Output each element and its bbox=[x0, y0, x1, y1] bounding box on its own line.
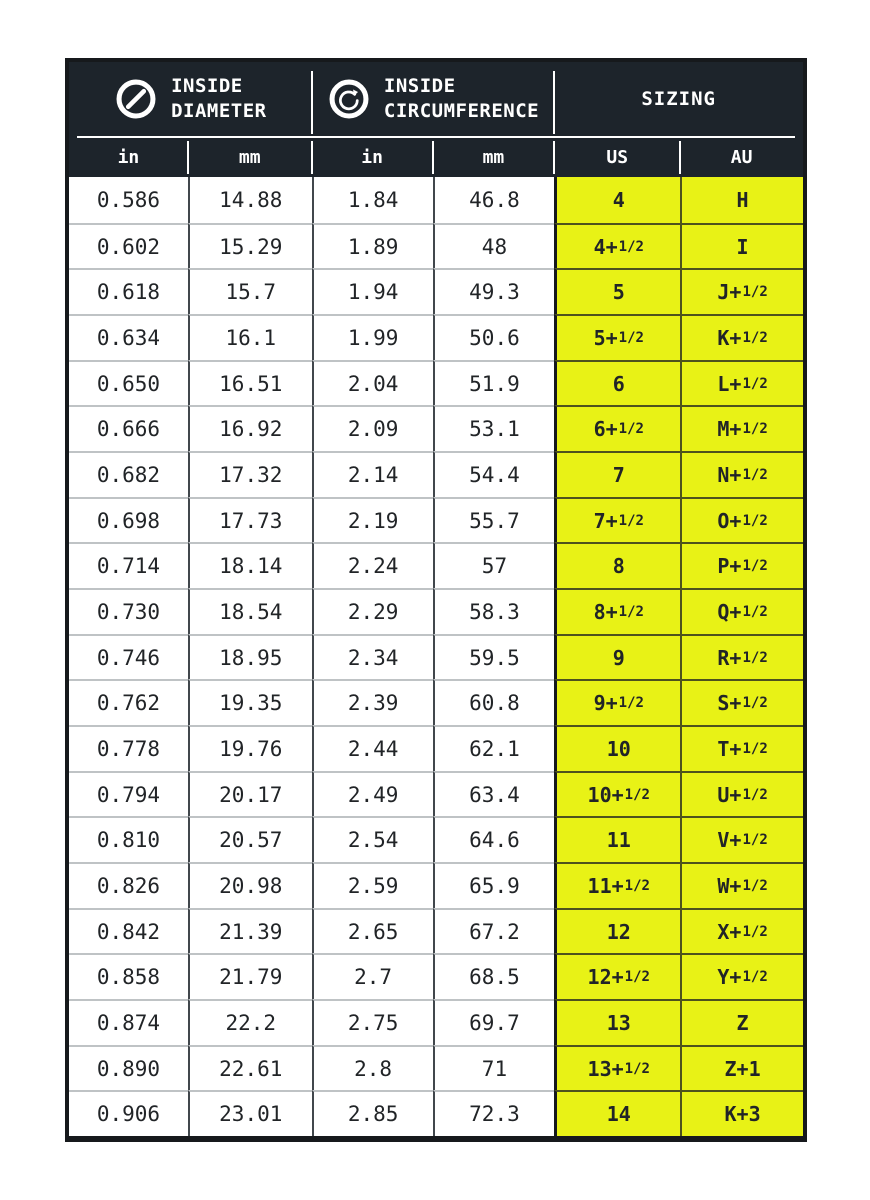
cell-us-size: 5+ 1/2 bbox=[554, 314, 680, 360]
cell-circumference-in: 2.8 bbox=[312, 1045, 433, 1091]
cell-diameter-in: 0.586 bbox=[69, 177, 188, 223]
half-fraction: 1/2 bbox=[742, 558, 768, 575]
cell-au-size: M+ 1/2 bbox=[680, 405, 803, 451]
cell-us-size: 4 bbox=[554, 177, 680, 223]
cell-diameter-mm: 16.92 bbox=[188, 405, 312, 451]
cell-circumference-mm: 62.1 bbox=[433, 725, 555, 771]
cell-circumference-mm: 65.9 bbox=[433, 862, 555, 908]
cell-diameter-mm: 16.1 bbox=[188, 314, 312, 360]
column-header-us-size: US bbox=[554, 138, 680, 177]
column-header-diameter-mm: mm bbox=[188, 138, 312, 177]
cell-diameter-in: 0.634 bbox=[69, 314, 188, 360]
cell-diameter-in: 0.778 bbox=[69, 725, 188, 771]
header-line: DIAMETER bbox=[171, 100, 267, 122]
cell-circumference-mm: 49.3 bbox=[433, 268, 555, 314]
table-row bbox=[69, 1045, 803, 1091]
cell-circumference-mm: 50.6 bbox=[433, 314, 555, 360]
cell-circumference-in: 2.29 bbox=[312, 588, 433, 634]
table-row bbox=[69, 634, 803, 680]
cell-au-size: K+ 1/2 bbox=[680, 314, 803, 360]
cell-circumference-in: 1.94 bbox=[312, 268, 433, 314]
cell-au-size: V+ 1/2 bbox=[680, 816, 803, 862]
cell-circumference-mm: 48 bbox=[433, 223, 555, 269]
cell-circumference-in: 2.54 bbox=[312, 816, 433, 862]
table-header bbox=[69, 62, 803, 177]
cell-diameter-mm: 18.95 bbox=[188, 634, 312, 680]
cell-circumference-mm: 68.5 bbox=[433, 953, 555, 999]
header-group-label bbox=[384, 74, 539, 123]
half-fraction: 1/2 bbox=[742, 284, 768, 301]
cell-circumference-mm: 67.2 bbox=[433, 908, 555, 954]
cell-diameter-mm: 20.98 bbox=[188, 862, 312, 908]
cell-circumference-mm: 46.8 bbox=[433, 177, 555, 223]
table-row bbox=[69, 268, 803, 314]
table-row bbox=[69, 1090, 803, 1136]
cell-circumference-in: 2.09 bbox=[312, 405, 433, 451]
cell-circumference-in: 2.49 bbox=[312, 771, 433, 817]
cell-circumference-mm: 58.3 bbox=[433, 588, 555, 634]
cell-diameter-mm: 15.29 bbox=[188, 223, 312, 269]
table-row bbox=[69, 588, 803, 634]
half-fraction: 1/2 bbox=[742, 969, 768, 986]
column-header-circumference-in: in bbox=[312, 138, 433, 177]
cell-au-size: S+ 1/2 bbox=[680, 679, 803, 725]
cell-us-size: 12+ 1/2 bbox=[554, 953, 680, 999]
cell-diameter-in: 0.826 bbox=[69, 862, 188, 908]
table-row bbox=[69, 405, 803, 451]
half-fraction: 1/2 bbox=[742, 877, 768, 894]
ring-size-chart bbox=[65, 58, 807, 1142]
half-fraction: 1/2 bbox=[742, 923, 768, 940]
cell-circumference-mm: 64.6 bbox=[433, 816, 555, 862]
cell-circumference-mm: 51.9 bbox=[433, 360, 555, 406]
cell-diameter-in: 0.890 bbox=[69, 1045, 188, 1091]
cell-us-size: 7+ 1/2 bbox=[554, 497, 680, 543]
table-row bbox=[69, 223, 803, 269]
cell-diameter-mm: 17.73 bbox=[188, 497, 312, 543]
cell-us-size: 5 bbox=[554, 268, 680, 314]
cell-au-size: Z bbox=[680, 999, 803, 1045]
table-row bbox=[69, 542, 803, 588]
table-row bbox=[69, 679, 803, 725]
cell-au-size: K+3 bbox=[680, 1090, 803, 1136]
cell-circumference-in: 2.19 bbox=[312, 497, 433, 543]
half-fraction: 1/2 bbox=[618, 421, 644, 438]
cell-circumference-in: 2.34 bbox=[312, 634, 433, 680]
half-fraction: 1/2 bbox=[742, 695, 768, 712]
cell-circumference-in: 2.24 bbox=[312, 542, 433, 588]
cell-diameter-in: 0.842 bbox=[69, 908, 188, 954]
cell-us-size: 11+ 1/2 bbox=[554, 862, 680, 908]
cell-diameter-mm: 22.2 bbox=[188, 999, 312, 1045]
cell-au-size: R+ 1/2 bbox=[680, 634, 803, 680]
cell-au-size: Z+1 bbox=[680, 1045, 803, 1091]
cell-diameter-mm: 21.39 bbox=[188, 908, 312, 954]
table-body bbox=[69, 177, 803, 1136]
cell-us-size: 10+ 1/2 bbox=[554, 771, 680, 817]
cell-au-size: T+ 1/2 bbox=[680, 725, 803, 771]
table-row bbox=[69, 862, 803, 908]
cell-circumference-mm: 57 bbox=[433, 542, 555, 588]
cell-diameter-in: 0.858 bbox=[69, 953, 188, 999]
header-line: INSIDE bbox=[171, 75, 243, 98]
half-fraction: 1/2 bbox=[624, 1060, 650, 1077]
cell-diameter-in: 0.746 bbox=[69, 634, 188, 680]
cell-diameter-in: 0.618 bbox=[69, 268, 188, 314]
cell-diameter-in: 0.682 bbox=[69, 451, 188, 497]
header-group-inside-circumference bbox=[312, 62, 555, 136]
cell-us-size: 9+ 1/2 bbox=[554, 679, 680, 725]
cell-diameter-in: 0.698 bbox=[69, 497, 188, 543]
diameter-icon bbox=[114, 77, 158, 121]
cell-diameter-mm: 23.01 bbox=[188, 1090, 312, 1136]
cell-circumference-mm: 55.7 bbox=[433, 497, 555, 543]
cell-us-size: 8+ 1/2 bbox=[554, 588, 680, 634]
cell-circumference-in: 1.89 bbox=[312, 223, 433, 269]
cell-us-size: 4+ 1/2 bbox=[554, 223, 680, 269]
column-header-circumference-mm: mm bbox=[433, 138, 555, 177]
table-row bbox=[69, 497, 803, 543]
half-fraction: 1/2 bbox=[624, 969, 650, 986]
cell-us-size: 14 bbox=[554, 1090, 680, 1136]
cell-diameter-in: 0.794 bbox=[69, 771, 188, 817]
half-fraction: 1/2 bbox=[742, 375, 768, 392]
cell-diameter-in: 0.874 bbox=[69, 999, 188, 1045]
cell-us-size: 9 bbox=[554, 634, 680, 680]
cell-circumference-in: 2.65 bbox=[312, 908, 433, 954]
table-row bbox=[69, 725, 803, 771]
cell-diameter-in: 0.906 bbox=[69, 1090, 188, 1136]
table-row bbox=[69, 999, 803, 1045]
half-fraction: 1/2 bbox=[742, 786, 768, 803]
cell-us-size: 11 bbox=[554, 816, 680, 862]
cell-circumference-mm: 71 bbox=[433, 1045, 555, 1091]
table-row bbox=[69, 451, 803, 497]
cell-diameter-in: 0.602 bbox=[69, 223, 188, 269]
cell-diameter-in: 0.714 bbox=[69, 542, 188, 588]
cell-circumference-in: 1.84 bbox=[312, 177, 433, 223]
cell-us-size: 7 bbox=[554, 451, 680, 497]
cell-us-size: 12 bbox=[554, 908, 680, 954]
cell-circumference-mm: 69.7 bbox=[433, 999, 555, 1045]
half-fraction: 1/2 bbox=[742, 740, 768, 757]
cell-diameter-mm: 20.17 bbox=[188, 771, 312, 817]
cell-diameter-mm: 19.35 bbox=[188, 679, 312, 725]
cell-au-size: J+ 1/2 bbox=[680, 268, 803, 314]
cell-diameter-mm: 21.79 bbox=[188, 953, 312, 999]
half-fraction: 1/2 bbox=[742, 603, 768, 620]
cell-au-size: Y+ 1/2 bbox=[680, 953, 803, 999]
column-header-au-size: AU bbox=[680, 138, 803, 177]
cell-circumference-in: 2.44 bbox=[312, 725, 433, 771]
cell-au-size: I bbox=[680, 223, 803, 269]
header-group-inside-diameter bbox=[69, 62, 312, 136]
header-line: CIRCUMFERENCE bbox=[383, 100, 540, 122]
cell-diameter-in: 0.730 bbox=[69, 588, 188, 634]
cell-diameter-mm: 19.76 bbox=[188, 725, 312, 771]
cell-diameter-in: 0.650 bbox=[69, 360, 188, 406]
cell-circumference-in: 2.85 bbox=[312, 1090, 433, 1136]
half-fraction: 1/2 bbox=[742, 329, 768, 346]
header-group-sizing bbox=[554, 62, 803, 136]
table-row bbox=[69, 953, 803, 999]
cell-au-size: Q+ 1/2 bbox=[680, 588, 803, 634]
half-fraction: 1/2 bbox=[618, 329, 644, 346]
cell-circumference-in: 2.59 bbox=[312, 862, 433, 908]
half-fraction: 1/2 bbox=[742, 466, 768, 483]
cell-diameter-mm: 18.14 bbox=[188, 542, 312, 588]
cell-us-size: 6 bbox=[554, 360, 680, 406]
cell-au-size: N+ 1/2 bbox=[680, 451, 803, 497]
half-fraction: 1/2 bbox=[618, 512, 644, 529]
cell-diameter-in: 0.762 bbox=[69, 679, 188, 725]
half-fraction: 1/2 bbox=[742, 649, 768, 666]
half-fraction: 1/2 bbox=[742, 512, 768, 529]
header-group-label: SIZING bbox=[641, 88, 716, 110]
cell-us-size: 13 bbox=[554, 999, 680, 1045]
table-row bbox=[69, 177, 803, 223]
cell-circumference-mm: 60.8 bbox=[433, 679, 555, 725]
cell-diameter-mm: 17.32 bbox=[188, 451, 312, 497]
cell-au-size: L+ 1/2 bbox=[680, 360, 803, 406]
cell-diameter-mm: 22.61 bbox=[188, 1045, 312, 1091]
cell-us-size: 6+ 1/2 bbox=[554, 405, 680, 451]
cell-diameter-mm: 18.54 bbox=[188, 588, 312, 634]
cell-us-size: 8 bbox=[554, 542, 680, 588]
table-row bbox=[69, 360, 803, 406]
cell-circumference-mm: 54.4 bbox=[433, 451, 555, 497]
table-row bbox=[69, 314, 803, 360]
header-groups bbox=[69, 62, 803, 136]
header-group-label bbox=[171, 74, 267, 123]
cell-au-size: O+ 1/2 bbox=[680, 497, 803, 543]
cell-diameter-mm: 14.88 bbox=[188, 177, 312, 223]
cell-circumference-in: 2.39 bbox=[312, 679, 433, 725]
cell-au-size: W+ 1/2 bbox=[680, 862, 803, 908]
cell-au-size: P+ 1/2 bbox=[680, 542, 803, 588]
cell-diameter-mm: 16.51 bbox=[188, 360, 312, 406]
half-fraction: 1/2 bbox=[618, 238, 644, 255]
cell-us-size: 10 bbox=[554, 725, 680, 771]
table-row bbox=[69, 771, 803, 817]
cell-diameter-mm: 15.7 bbox=[188, 268, 312, 314]
cell-circumference-mm: 53.1 bbox=[433, 405, 555, 451]
column-header-diameter-in: in bbox=[117, 147, 140, 168]
half-fraction: 1/2 bbox=[742, 421, 768, 438]
cell-au-size: X+ 1/2 bbox=[680, 908, 803, 954]
cell-diameter-mm: 20.57 bbox=[188, 816, 312, 862]
half-fraction: 1/2 bbox=[618, 695, 644, 712]
circumference-icon bbox=[327, 77, 371, 121]
cell-au-size: H bbox=[680, 177, 803, 223]
cell-circumference-in: 2.14 bbox=[312, 451, 433, 497]
cell-us-size: 13+ 1/2 bbox=[554, 1045, 680, 1091]
cell-circumference-in: 1.99 bbox=[312, 314, 433, 360]
cell-au-size: U+ 1/2 bbox=[680, 771, 803, 817]
cell-circumference-mm: 59.5 bbox=[433, 634, 555, 680]
cell-circumference-in: 2.75 bbox=[312, 999, 433, 1045]
table-row bbox=[69, 816, 803, 862]
half-fraction: 1/2 bbox=[742, 832, 768, 849]
table-row bbox=[69, 908, 803, 954]
cell-circumference-mm: 63.4 bbox=[433, 771, 555, 817]
cell-circumference-in: 2.04 bbox=[312, 360, 433, 406]
header-line: INSIDE bbox=[383, 75, 456, 98]
cell-circumference-in: 2.7 bbox=[312, 953, 433, 999]
half-fraction: 1/2 bbox=[624, 877, 650, 894]
cell-diameter-in: 0.810 bbox=[69, 816, 188, 862]
cell-diameter-in: 0.666 bbox=[69, 405, 188, 451]
column-headers bbox=[69, 138, 803, 177]
half-fraction: 1/2 bbox=[624, 786, 650, 803]
cell-circumference-mm: 72.3 bbox=[433, 1090, 555, 1136]
half-fraction: 1/2 bbox=[618, 603, 644, 620]
